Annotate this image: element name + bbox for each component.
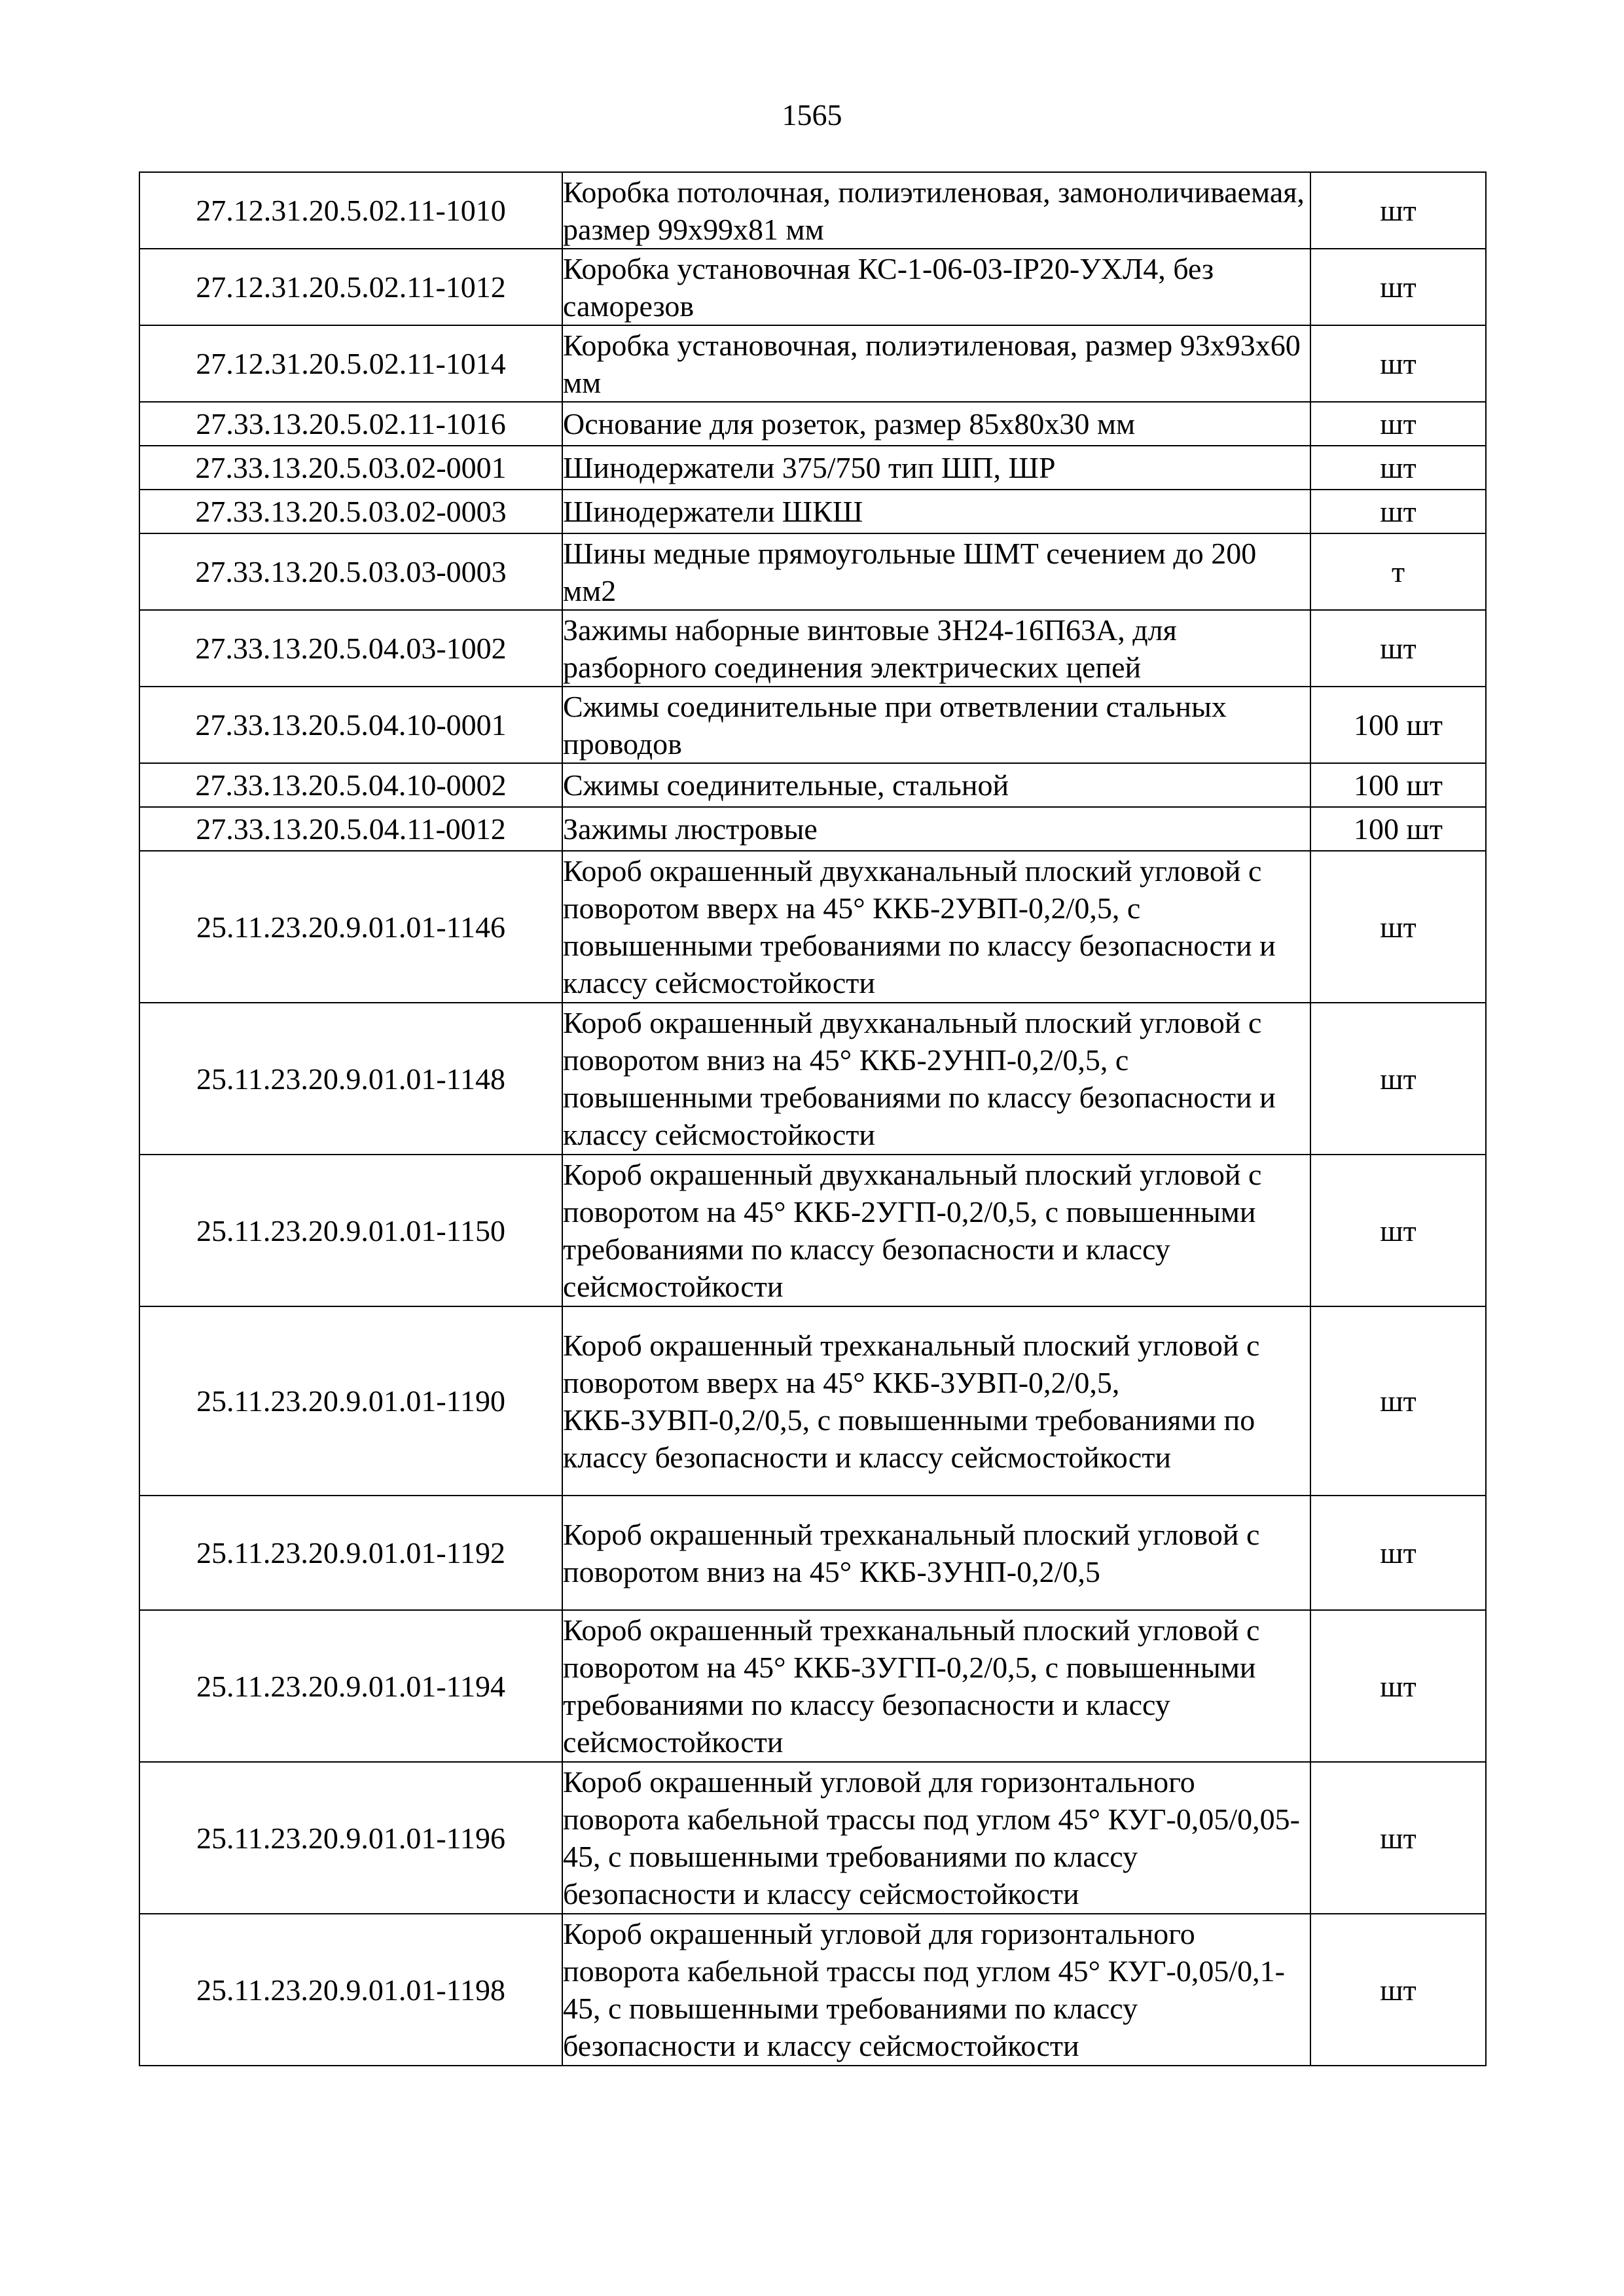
resource-name: Основание для розеток, размер 85х80х30 мм bbox=[562, 402, 1310, 446]
resource-name: Сжимы соединительные, стальной bbox=[562, 763, 1310, 807]
resource-name: Короб окрашенный трехканальный плоский угловой с поворотом вниз на 45° ККБ-3УНП-0,2/0,5 bbox=[562, 1496, 1310, 1610]
resource-name: Короб окрашенный угловой для горизонтального поворота кабельной трассы под углом 45° КУГ-0,05/0,05-45, с повышенными требованиями по классу безопасности и классу сейсмостойкости bbox=[562, 1762, 1310, 1914]
resource-unit: шт bbox=[1310, 1914, 1486, 2066]
resource-name: Коробка установочная, полиэтиленовая, размер 93х93х60 мм bbox=[562, 325, 1310, 402]
resource-unit: шт bbox=[1310, 402, 1486, 446]
resource-name: Сжимы соединительные при ответвлении стальных проводов bbox=[562, 687, 1310, 763]
resource-code: 27.33.13.20.5.04.10-0002 bbox=[139, 763, 562, 807]
table-row bbox=[139, 249, 1486, 325]
table-row bbox=[139, 1914, 1486, 2066]
resource-name: Короб окрашенный угловой для горизонтального поворота кабельной трассы под углом 45° КУГ-0,05/0,1-45, с повышенными требованиями по классу безопасности и классу сейсмостойкости bbox=[562, 1914, 1310, 2066]
resource-name: Коробка потолочная, полиэтиленовая, замоноличиваемая, размер 99х99х81 мм bbox=[562, 172, 1310, 249]
resource-code: 27.12.31.20.5.02.11-1014 bbox=[139, 325, 562, 402]
resource-name: Шинодержатели ШКШ bbox=[562, 490, 1310, 533]
table-row bbox=[139, 687, 1486, 763]
resource-unit: шт bbox=[1310, 325, 1486, 402]
resource-name: Зажимы наборные винтовые ЗН24-16П63А, для разборного соединения электрических цепей bbox=[562, 610, 1310, 687]
table-row bbox=[139, 851, 1486, 1003]
resource-unit: шт bbox=[1310, 172, 1486, 249]
table-row bbox=[139, 1610, 1486, 1762]
resource-name: Зажимы люстровые bbox=[562, 807, 1310, 851]
resource-code: 27.33.13.20.5.03.03-0003 bbox=[139, 533, 562, 610]
resource-unit: шт bbox=[1310, 1306, 1486, 1496]
resource-name: Короб окрашенный двухканальный плоский угловой с поворотом вверх на 45° ККБ-2УВП-0,2/0,5, с повышенными требованиями по классу безопасности и классу сейсмостойкости bbox=[562, 851, 1310, 1003]
resource-code: 27.33.13.20.5.03.02-0001 bbox=[139, 446, 562, 490]
resource-name: Коробка установочная КС-1-06-03-IP20-УХЛ4, без саморезов bbox=[562, 249, 1310, 325]
resource-name: Короб окрашенный двухканальный плоский угловой с поворотом на 45° ККБ-2УГП-0,2/0,5, с повышенными требованиями по классу безопасности и классу сейсмостойкости bbox=[562, 1155, 1310, 1306]
resource-unit: шт bbox=[1310, 1003, 1486, 1155]
resource-code: 25.11.23.20.9.01.01-1150 bbox=[139, 1155, 562, 1306]
table-row bbox=[139, 172, 1486, 249]
resource-unit: шт bbox=[1310, 851, 1486, 1003]
resource-code: 27.33.13.20.5.04.10-0001 bbox=[139, 687, 562, 763]
resource-name: Шины медные прямоугольные ШМТ сечением до 200 мм2 bbox=[562, 533, 1310, 610]
table-row bbox=[139, 1496, 1486, 1610]
resource-code: 25.11.23.20.9.01.01-1190 bbox=[139, 1306, 562, 1496]
resource-unit: шт bbox=[1310, 446, 1486, 490]
resource-code: 25.11.23.20.9.01.01-1196 bbox=[139, 1762, 562, 1914]
resource-unit: 100 шт bbox=[1310, 807, 1486, 851]
table-row bbox=[139, 1762, 1486, 1914]
resource-unit: шт bbox=[1310, 1155, 1486, 1306]
table-row bbox=[139, 1306, 1486, 1496]
table-row bbox=[139, 446, 1486, 490]
resource-table bbox=[139, 171, 1487, 2066]
resource-code: 25.11.23.20.9.01.01-1146 bbox=[139, 851, 562, 1003]
resource-unit: шт bbox=[1310, 1762, 1486, 1914]
table-row bbox=[139, 610, 1486, 687]
resource-unit: шт bbox=[1310, 1610, 1486, 1762]
resource-name: Короб окрашенный двухканальный плоский угловой с поворотом вниз на 45° ККБ-2УНП-0,2/0,5, с повышенными требованиями по классу безопасности и классу сейсмостойкости bbox=[562, 1003, 1310, 1155]
resource-code: 25.11.23.20.9.01.01-1148 bbox=[139, 1003, 562, 1155]
resource-code: 27.33.13.20.5.04.03-1002 bbox=[139, 610, 562, 687]
resource-code: 25.11.23.20.9.01.01-1194 bbox=[139, 1610, 562, 1762]
resource-code: 25.11.23.20.9.01.01-1198 bbox=[139, 1914, 562, 2066]
resource-name: Шинодержатели 375/750 тип ШП, ШР bbox=[562, 446, 1310, 490]
resource-unit: шт bbox=[1310, 610, 1486, 687]
table-row bbox=[139, 490, 1486, 533]
page-number: 1565 bbox=[782, 98, 842, 132]
table-row bbox=[139, 325, 1486, 402]
resource-code: 27.12.31.20.5.02.11-1012 bbox=[139, 249, 562, 325]
resource-name: Короб окрашенный трехканальный плоский угловой с поворотом вверх на 45° ККБ-3УВП-0,2/0,5, ККБ-3УВП-0,2/0,5, с повышенными требованиями по классу безопасности и классу сейсмостойкости bbox=[562, 1306, 1310, 1496]
table-row bbox=[139, 533, 1486, 610]
resource-unit: 100 шт bbox=[1310, 687, 1486, 763]
resource-code: 27.33.13.20.5.02.11-1016 bbox=[139, 402, 562, 446]
table-row bbox=[139, 807, 1486, 851]
resource-unit: шт bbox=[1310, 490, 1486, 533]
resource-code: 25.11.23.20.9.01.01-1192 bbox=[139, 1496, 562, 1610]
table-row bbox=[139, 402, 1486, 446]
resource-code: 27.33.13.20.5.04.11-0012 bbox=[139, 807, 562, 851]
resource-code: 27.33.13.20.5.03.02-0003 bbox=[139, 490, 562, 533]
table-row bbox=[139, 1155, 1486, 1306]
resource-name: Короб окрашенный трехканальный плоский угловой с поворотом на 45° ККБ-3УГП-0,2/0,5, с повышенными требованиями по классу безопасности и классу сейсмостойкости bbox=[562, 1610, 1310, 1762]
resource-unit: шт bbox=[1310, 249, 1486, 325]
resource-unit: 100 шт bbox=[1310, 763, 1486, 807]
table-row bbox=[139, 763, 1486, 807]
table-row bbox=[139, 1003, 1486, 1155]
resource-code: 27.12.31.20.5.02.11-1010 bbox=[139, 172, 562, 249]
resource-unit: т bbox=[1310, 533, 1486, 610]
resource-unit: шт bbox=[1310, 1496, 1486, 1610]
